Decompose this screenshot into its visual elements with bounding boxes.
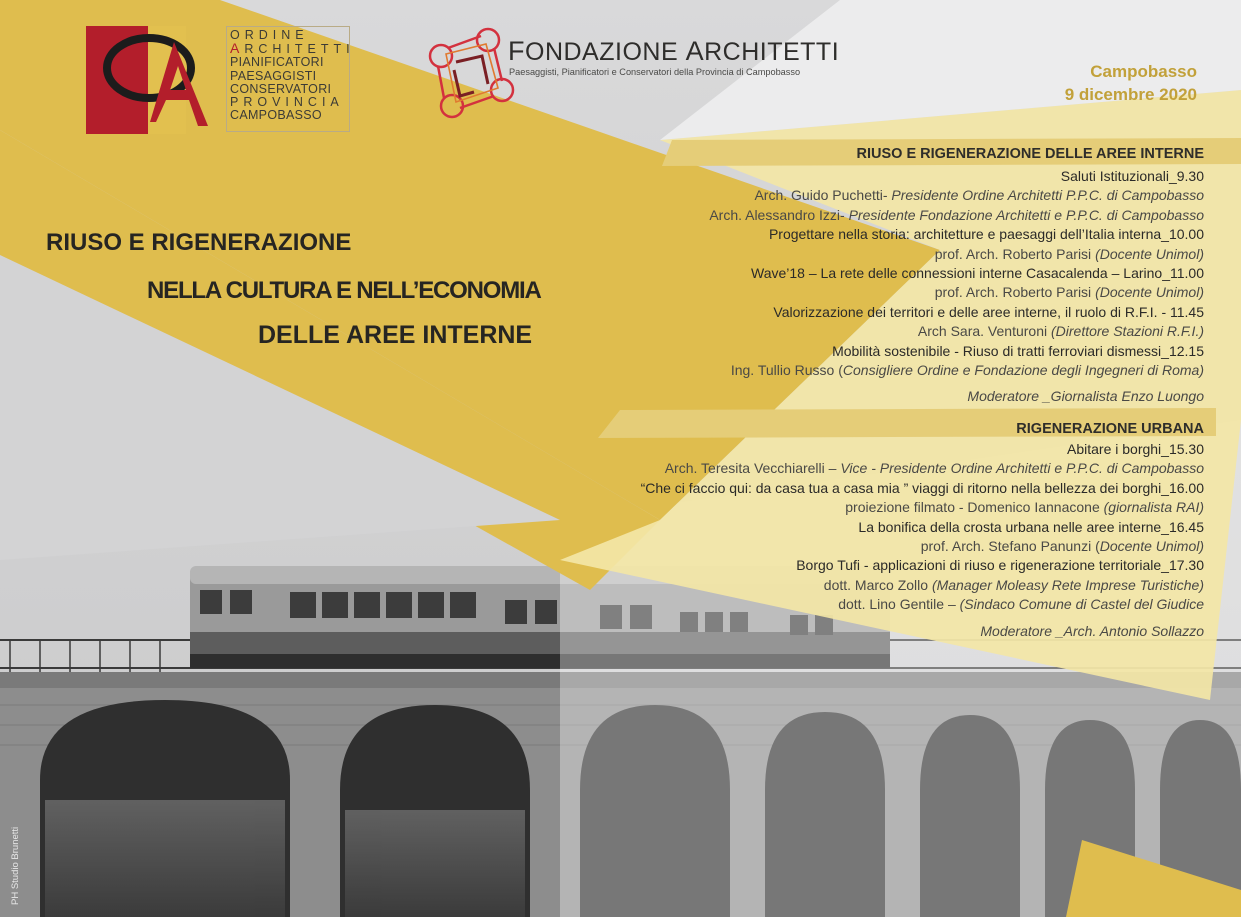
ordine-emblem-icon bbox=[86, 26, 216, 134]
agenda-item-title: Progettare nella storia: architetture e paesaggi dell’Italia interna_10.00 bbox=[768, 226, 1204, 243]
speaker-name: proiezione filmato - Domenico Iannacone bbox=[845, 499, 1104, 516]
main-title-line-1: RIUSO E RIGENERAZIONE bbox=[46, 229, 352, 256]
speaker-name: dott. Marco Zollo bbox=[823, 576, 932, 593]
agenda-item-speaker bbox=[544, 595, 1204, 614]
speaker-role: (Docente Unimol) bbox=[1095, 245, 1204, 262]
event-location-date bbox=[1065, 60, 1197, 106]
speaker-role: (giornalista RAI) bbox=[1103, 499, 1204, 516]
fondazione-subtitle: Paesaggisti, Pianificatori e Conservatori della Provincia di Campobasso bbox=[509, 67, 801, 77]
ordine-accent-letter: A bbox=[230, 40, 245, 57]
event-city: Campobasso bbox=[1090, 62, 1197, 81]
main-title-line-2: NELLA CULTURA E NELL’ECONOMIA bbox=[147, 277, 541, 304]
agenda-item-title: La bonifica della crosta urbana nelle aree interne_16.45 bbox=[858, 518, 1204, 535]
fondazione-title-initial-2: A bbox=[685, 36, 705, 66]
agenda-item-speaker bbox=[604, 206, 1204, 225]
agenda-item-speaker bbox=[604, 283, 1204, 302]
agenda-item-speaker bbox=[604, 186, 1204, 205]
event-date: 9 dicembre 2020 bbox=[1064, 85, 1197, 104]
agenda-item-title: Saluti Istituzionali_9.30 bbox=[1060, 168, 1204, 184]
fondazione-architetti-logo bbox=[426, 26, 840, 120]
section-1-heading: RIUSO E RIGENERAZIONE DELLE AREE INTERNE bbox=[856, 146, 1204, 162]
agenda-item-title: Mobilità sostenibile - Riuso di tratti ferroviari dismessi_12.15 bbox=[832, 342, 1204, 359]
section-1-moderator: Moderatore _Giornalista Enzo Luongo bbox=[967, 388, 1204, 405]
section-2-moderator: Moderatore _Arch. Antonio Sollazzo bbox=[980, 622, 1204, 639]
ordine-line-ordine: ORDINE bbox=[230, 28, 309, 42]
section-2-heading: RIGENERAZIONE URBANA bbox=[1016, 421, 1204, 437]
speaker-role: (Sindaco Comune di Castel del Giudice bbox=[959, 596, 1204, 613]
speaker-role: (Direttore Stazioni R.F.I.) bbox=[1050, 323, 1204, 340]
program-section-2 bbox=[544, 419, 1204, 641]
speaker-role: Vice - Presidente Ordine Architetti e P.P.C. di Campobasso bbox=[840, 460, 1204, 477]
agenda-item-title: Abitare i borghi_15.30 bbox=[1067, 441, 1204, 457]
ordine-text-box bbox=[226, 26, 355, 132]
agenda-item-title: Borgo Tufi - applicazioni di riuso e rigenerazione territoriale_17.30 bbox=[796, 557, 1204, 574]
speaker-name: Arch. Alessandro Izzi- bbox=[709, 206, 849, 223]
speaker-name: prof. Arch. Stefano Panunzi ( bbox=[920, 538, 1100, 555]
agenda-item-speaker bbox=[544, 459, 1204, 478]
agenda-item-title: Valorizzazione dei territori e delle aree interne, il ruolo di R.F.I. - 11.45 bbox=[773, 303, 1204, 320]
agenda-item-speaker bbox=[604, 322, 1204, 341]
agenda-item-speaker bbox=[544, 537, 1204, 556]
agenda-item-speaker bbox=[544, 498, 1204, 517]
speaker-role: Consigliere Ordine e Fondazione degli Ingegneri di Roma) bbox=[842, 362, 1204, 379]
speaker-name: prof. Arch. Roberto Parisi bbox=[934, 284, 1096, 301]
speaker-name: Arch Sara. Venturoni bbox=[917, 323, 1051, 340]
ordine-line-campobasso: CAMPOBASSO bbox=[230, 108, 322, 123]
photo-credit: PH Studio Brunetti bbox=[10, 826, 21, 905]
agenda-item-title: “Che ci faccio qui: da casa tua a casa mia ” viaggi di ritorno nella bellezza dei borghi_16.00 bbox=[640, 479, 1204, 496]
program-section-1 bbox=[604, 144, 1204, 407]
main-title-line-3: DELLE AREE INTERNE bbox=[258, 321, 533, 349]
speaker-role: Presidente Fondazione Architetti e P.P.C. di Campobasso bbox=[848, 206, 1204, 223]
speaker-role: Docente Unimol) bbox=[1099, 538, 1204, 555]
fondazione-title-rest-2: RCHITETTI bbox=[704, 38, 840, 66]
ordine-line-architetti bbox=[230, 40, 355, 57]
ordine-architetti-rest: RCHITETTI bbox=[244, 42, 355, 57]
agenda-item-speaker bbox=[604, 245, 1204, 264]
speaker-name: Arch. Guido Puchetti- bbox=[754, 187, 892, 204]
agenda-item-title: Wave’18 – La rete delle connessioni interne Casacalenda – Larino_11.00 bbox=[751, 265, 1204, 282]
ordine-line-pianificatori: PIANIFICATORI bbox=[230, 55, 324, 70]
agenda-item-speaker bbox=[544, 576, 1204, 595]
fondazione-title-rest-1: ONDAZIONE bbox=[525, 38, 679, 66]
ordine-line-paesaggisti: PAESAGGISTI bbox=[230, 68, 317, 83]
speaker-name: dott. Lino Gentile – bbox=[838, 596, 960, 613]
speaker-role: Presidente Ordine Architetti P.P.C. di Campobasso bbox=[891, 187, 1204, 204]
speaker-role: (Docente Unimol) bbox=[1095, 284, 1204, 301]
agenda-item-speaker bbox=[604, 361, 1204, 380]
ordine-line-provincia: PROVINCIA bbox=[230, 95, 344, 110]
speaker-name: prof. Arch. Roberto Parisi bbox=[934, 245, 1096, 262]
fondazione-title bbox=[508, 36, 839, 67]
fondazione-title-initial-1: F bbox=[508, 36, 525, 66]
speaker-name: Ing. Tullio Russo ( bbox=[730, 362, 843, 379]
speaker-role: (Manager Moleasy Rete Imprese Turistiche) bbox=[931, 576, 1204, 593]
speaker-name: Arch. Teresita Vecchiarelli – bbox=[664, 460, 841, 477]
ordine-architetti-logo bbox=[86, 26, 355, 134]
ordine-line-conservatori: CONSERVATORI bbox=[230, 81, 332, 96]
